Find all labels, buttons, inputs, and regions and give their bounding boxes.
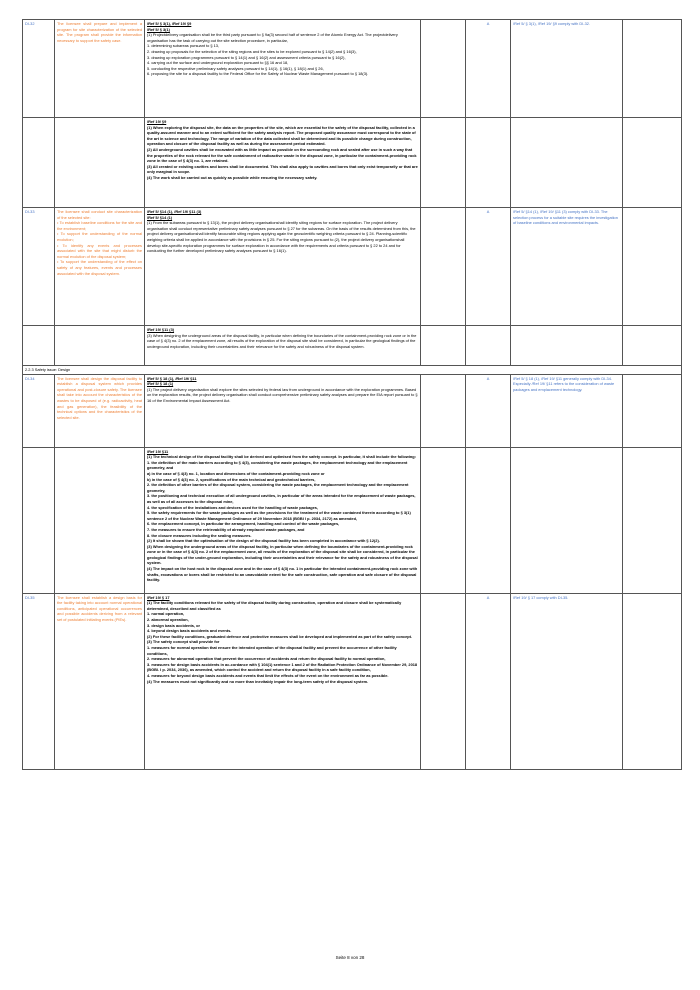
comment-cell: /Ref 19/ § 17 comply with DI-35. <box>511 593 623 769</box>
requirement-id: DI-35 <box>23 593 55 769</box>
requirement-text <box>55 118 145 208</box>
grade-cell: A <box>466 20 511 118</box>
reference-line: b) in the case of § 4(3) no. 2, specifications of the main technical and geotechnical barriers, <box>147 476 316 482</box>
table-row <box>23 326 682 366</box>
reference-line: 5. the safety requirements for the waste packages as well as the provisions for the treatment of the waste contained therein according to § 3(1) sentence 2 of the Nuclear Waste Management Ordinance of 29 November 2018 (BGBl I p. 2034, 2172) as amended, <box>147 510 411 521</box>
reference-line: 7. the measures to ensure the retrievability of already emplaced waste packages, and <box>147 526 305 532</box>
requirement-text <box>55 208 145 326</box>
reference-text <box>145 593 421 769</box>
reference-line: (4) The work shall be carried out as quickly as possible while ensuring the necessary safety. <box>147 174 318 180</box>
reference-line: 4. measures for beyond design basis accidents and events that limit the effects of the event on the environment as far as possible. <box>147 672 389 678</box>
table-row <box>23 374 682 447</box>
blank-cell <box>421 447 466 593</box>
reference-line: (1) When exploring the disposal site, the data on the properties of the site, which are essential for the safety of the disposal facility, collected in a quality-assured manner and to an extent sufficient for the safety analysis report. The proposed quality assurance must correspond to the state of the art in science and technology. The range of variation of the data collected shall be determined and its possible change during construction, operation and closure of the disposal facility as well as during the assessment period estimated. <box>147 124 416 147</box>
reference-line: (3) When designing the underground areas of the disposal facility, in particular when defining the boundaries of the containment-providing rock zone or in the case of § 4(3) no. 2 of the emplacement zone, all results of the exploration of the disposal site shall be considered, in particular the geological findings of the underground exploration, including their uncertainties and their relevance for the safety and robustness of the disposal system. <box>147 332 417 349</box>
reference-line: 1. determining subareas pursuant to § 13, <box>147 43 220 49</box>
reference-line: 2. drawing up proposals for the selection of the siting regions and the sites to be explored pursuant to § 14(2) and § 16(3), <box>147 48 357 54</box>
reference-line: 4. the specification of the installations and devices used for the handling of waste packages, <box>147 504 319 510</box>
reference-line: (1) Projectdelivery organisation shall be the third party pursuant to § 9a(3) second half of sentence 2 of the Atomic Energy Act. The projectdelivery organisation has the task of carrying out the site selection procedure, in particular, <box>147 32 398 43</box>
reference-text <box>145 118 421 208</box>
blank-cell <box>421 374 466 447</box>
reference-line: 6. proposing the site for a disposal facility to the Federal Office for the Safety of Nuclear Waste Management pursuant to § 18(3). <box>147 71 369 77</box>
reference-text <box>145 326 421 366</box>
grade-cell <box>466 447 511 593</box>
reference-line: (1) The project delivery organisation shall explore the sites selected by federal law from underground in accordance with the exploration programmes. Based on the exploration results, the project delivery organisation shall conduct comprehensive preliminary safety analyses and prepare the EIA report pursuant to § 16 of the Environmental Impact Assessment Act. <box>147 386 418 403</box>
section-heading: 2.2.3 Safety issue: Design <box>23 366 682 375</box>
reference-line: (1) The technical design of the disposal facility shall be derived and optimised from the safety concept. In particular, it shall include the following: <box>147 454 416 460</box>
reference-line: 2. abnormal operation, <box>147 616 189 622</box>
requirement-text <box>55 374 145 447</box>
requirement-id: DI-33 <box>23 208 55 326</box>
reference-line: (1) From the subareas pursuant to § 13(1), the project delivery organisationshall identify siting regions for surface exploration. The project delivery organisation shall conduct representative preliminary safety analyses pursuant to § 27 for the subareas. On the basis of the results determined from this, the project delivery organisationshall identify favourable siting regions applying again the geoscientific weighing criteria pursuant to § 24. Planning-scientific weighing criteria shall be applied in accordance with the provisions in § 25. For the siting regions pursuant to (2), the project delivery organisationshall develop site-specific exploration programmes for surface exploration in accordance with the requirements and criteria pursuant to § 22 to 24 and for conducting the further developed preliminary safety analyses pursuant to § 16(1). <box>147 220 416 254</box>
reference-line: 4. carrying out the surface and underground exploration pursuant to §§ 16 and 18, <box>147 60 289 66</box>
blank-cell <box>421 20 466 118</box>
blank-cell <box>421 118 466 208</box>
reference-header: /Ref 19/ § 17 <box>147 594 170 600</box>
table-row <box>23 593 682 769</box>
reference-line: 5. conducting the respective preliminary safety analyses pursuant to § 14(1), § 16(1), § 18(1) and § 26, <box>147 65 324 71</box>
requirement-line: • To establish baseline conditions for the site and the environment; <box>57 220 142 231</box>
reference-line: 2. the definition of other barriers of the disposal system, considering the waste packages, the emplacement technology and the emplacement geometry, <box>147 482 409 493</box>
requirement-id <box>23 118 55 208</box>
requirement-text <box>55 326 145 366</box>
reference-line: (2) For these facility conditions, graduated defence and protective measures shall be developed and implemented as part of the safety concept. <box>147 633 413 639</box>
table-row <box>23 20 682 118</box>
blank-cell <box>623 374 682 447</box>
reference-header: /Ref 19/ §11 (3) <box>147 327 175 332</box>
comment-cell <box>511 326 623 366</box>
blank-cell <box>623 326 682 366</box>
reference-text <box>145 447 421 593</box>
reference-text <box>145 374 421 447</box>
comment-cell <box>511 118 623 208</box>
blank-cell <box>623 208 682 326</box>
reference-line: (4) The impact on the host rock in the disposal zone and in the case of § 4(3) no. 1 in particular the intended containment-providing rock zone with shafts, excavations or bores shall be restricted to an unavoidable extent for the safe construction, safe operation and safe closure of the disposal facility. <box>147 566 418 583</box>
requirement-id <box>23 447 55 593</box>
blank-cell <box>623 118 682 208</box>
reference-line: 1. measures for normal operation that ensure the intended operation of the disposal facility and prevent the occurrence of other facility conditions, <box>147 644 397 656</box>
reference-line: 1. normal operation, <box>147 611 185 617</box>
table-row <box>23 208 682 326</box>
reference-line: (2) All underground cavities shall be excavated with as little impact as possible on the surrounding rock and sealed after use in such a way that the properties of the rock relevant for the safe containment of radioactive waste in the disposal zone, in particular the containment-providing rock zone in the case of § 4(3) no. 1, are retained. <box>147 146 417 164</box>
grade-cell <box>466 326 511 366</box>
reference-line: 3. design basis accidents, or <box>147 622 200 628</box>
requirement-line: The licensee shall conduct site characterization of the selected site: <box>57 209 142 220</box>
table-row <box>23 118 682 208</box>
requirement-id: DI-32 <box>23 20 55 118</box>
requirement-id <box>23 326 55 366</box>
reference-line: 3. drawing up exploration programmes pursuant to § 14(1) and § 16(2) and assessment criteria pursuant to § 16(2), <box>147 54 346 60</box>
grade-cell: A <box>466 374 511 447</box>
reference-line: 2. measures for abnormal operation that prevent the occurrence of accidents and return the disposal facility to normal operation, <box>147 656 386 662</box>
page-footer: Seite 8 von 28 <box>335 955 365 960</box>
reference-line: 3. measures for design basis accidents in ac-cordance with § 104(1) sentence 1 and 2 of the Radiation Protection Ordinance of November 29, 2018 (BGBl. I p. 2034, 2036), as amended, which control the accident and return the disposal facility in a safe facility condition, <box>147 661 418 673</box>
reference-text <box>145 20 421 118</box>
reference-header: /Ref 19/ §9 <box>147 119 167 124</box>
reference-line: (1) The facility conditions relevant for the safety of the disposal facility during construction, operation and closure shall be systematically determined, described and classified as <box>147 600 402 611</box>
reference-line: 1. the definition of the main barriers according to § 4(3), considering the waste packages, the emplacement technology and the emplacement geometry, and <box>147 459 408 471</box>
reference-header: /Ref 5/ § 18 (1), /Ref 19/ §11 <box>147 375 197 381</box>
comment-cell: /Ref 5/ § 3(1), /Ref 19/ §9 comply with DI-32. <box>511 20 623 118</box>
grade-cell: A <box>466 593 511 769</box>
reference-line: 3. the positioning and technical execution of all underground cavities, in particular of the areas intended for the emplacement of waste packages, as well as of all accesses to the disposal mine, <box>147 493 416 504</box>
reference-line: 4. beyond design basis accidents and events. <box>147 628 232 634</box>
requirement-line: The licensee shall prepare and implement a program for site characterization of the selected site. The program shall provide the information necessary to support the safety case. <box>57 21 142 43</box>
reference-line: 8. the closure measures including the sealing measures. <box>147 532 252 538</box>
requirement-line: The licensee shall establish a design basis for the facility taking into account normal operational conditions, anticipated operational occurrences and possible accidents deriving from a relevant set of postulated initiating events (PIEs). <box>57 594 142 622</box>
comment-cell: /Ref 5/ § 18 (1), /Ref 19/ §11 generally comply with DI-34. Especially /Ref 19/ §11 refers to the consideration of waste packages and emplacement technology. <box>511 374 623 447</box>
reference-line: (2) It shall be shown that the optimisation of the design of the disposal facility has been completed in accordance with § 12(2). <box>147 538 380 544</box>
reference-line: a) in the case of § 4(3) no. 1, location and dimensions of the containment-providing rock zone or <box>147 470 325 476</box>
blank-cell <box>623 593 682 769</box>
reference-header: /Ref 5/ §14 (1), /Ref 19/ §11 (3) <box>147 209 202 214</box>
blank-cell <box>623 447 682 593</box>
blank-cell <box>623 20 682 118</box>
blank-cell <box>421 208 466 326</box>
requirement-line: • To support the understanding of the normal evolution; <box>57 231 142 242</box>
reference-line: (3) The safety concept shall provide for <box>147 639 220 645</box>
reference-line: 6. the emplacement concept, in particular the arrangement, handling and control of the waste packages, <box>147 521 340 527</box>
grade-cell: A <box>466 208 511 326</box>
requirement-text <box>55 20 145 118</box>
requirement-text <box>55 447 145 593</box>
comment-cell: /Ref 5/ §14 (1), /Ref 19/ §11 (3) comply with DI-33. The selection process for a suitable site requires the investigation of baseline conditions and environmental impacts. <box>511 208 623 326</box>
requirement-line: • To identify any events and processes associated with the site that might disturb the normal evolution of the disposal system; <box>57 242 142 259</box>
requirements-table <box>22 19 682 770</box>
reference-line: (3) When designing the underground areas of the disposal facility, in particular when defining the boundaries of the containment-providing rock zone or in the case of § 4(3) no. 2 of the emplacement zone, all results of the exploration of the disposal site shall be considered, in particular the geological findings of the under-ground exploration, including their uncertainties and their relevance for the safety and robustness of the disposal system. <box>147 543 418 566</box>
reference-header: /Ref 19/ §11 <box>147 448 169 454</box>
blank-cell <box>421 593 466 769</box>
requirement-text <box>55 593 145 769</box>
reference-header: /Ref 5/ § 3(1), /Ref 19/ §9 <box>147 21 192 26</box>
reference-text <box>145 208 421 326</box>
table-row <box>23 447 682 593</box>
reference-subheader: /Ref 5/ § 18 (1) <box>147 381 174 387</box>
reference-subheader: /Ref 5/ §14 (1) <box>147 214 173 220</box>
grade-cell <box>466 118 511 208</box>
comment-cell <box>511 447 623 593</box>
reference-line: (4) The measures must not significantly and no more than inevitably impair the long-term safety of the disposal system. <box>147 678 369 684</box>
requirement-id: DI-34 <box>23 374 55 447</box>
requirement-line: • To support the understanding of the effect on safety of any features, events and processes associated with the disposal system. <box>57 259 142 276</box>
reference-subheader: /Ref 5/ § 3(1) <box>147 26 170 32</box>
blank-cell <box>421 326 466 366</box>
requirement-line: The licensee shall design the disposal facility to establish a disposal system which provides operational and post-closure safety. The licensee shall take into account the characteristics of the wastes to be disposed of (e.g. radioactivity, heat and gas generation), the feasibility of the technical options and the characteristics of the selected site. <box>57 375 142 420</box>
reference-line: (3) All created or existing cavities and bores shall be documented. This shall also apply to cavities and bores that only exist temporarily or that are only marginal in scope. <box>147 163 418 175</box>
section-row <box>23 366 682 375</box>
